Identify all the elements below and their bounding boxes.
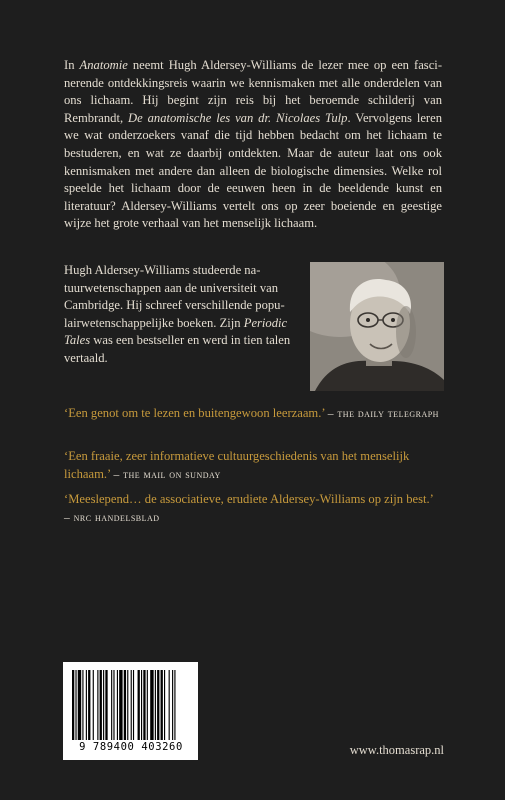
barcode-bar xyxy=(105,670,107,740)
barcode-bar xyxy=(75,670,76,740)
isbn-number: 9 789400 403260 xyxy=(79,741,183,753)
quote-source: – the mail on sunday xyxy=(113,468,221,481)
barcode-bar xyxy=(169,670,170,740)
book-description xyxy=(64,57,442,233)
barcode-bar xyxy=(150,670,153,740)
barcode-bar xyxy=(78,670,81,740)
barcode-bar xyxy=(127,670,128,740)
barcode-bar xyxy=(103,670,104,740)
barcode-bar xyxy=(161,670,163,740)
quote-text: ‘Een genot om te lezen en buitengewoon leerzaam.’ xyxy=(64,406,325,420)
barcode-bar xyxy=(72,670,74,740)
barcode-bar xyxy=(113,670,114,740)
barcode-bar xyxy=(93,670,94,740)
barcode-bar xyxy=(147,670,148,740)
description-text: In xyxy=(64,58,80,72)
barcode-bar xyxy=(124,670,126,740)
barcode-bar xyxy=(174,670,175,740)
quote-source: – the daily telegraph xyxy=(327,408,439,420)
barcode-bar xyxy=(133,670,134,740)
barcode-bar xyxy=(88,670,90,740)
bio-text: Hugh Aldersey-Williams studeerde natuurwetenschappen aan de universiteit van Cambridge. Hij schreef verschillende populairwetenschappelijke boeken. Zijn xyxy=(64,263,285,330)
barcode-bar xyxy=(172,670,173,740)
quote-source: – nrc handelsblad xyxy=(64,511,160,524)
quote-text: ‘Een fraaie, zeer informatieve cultuurgeschiedenis van het menselijk lichaam.’ xyxy=(64,449,410,481)
barcode-bar xyxy=(164,670,165,740)
barcode-bar xyxy=(82,670,83,740)
barcode-bar xyxy=(97,670,98,740)
barcode-bar xyxy=(86,670,87,740)
barcode-bar xyxy=(117,670,118,740)
description-text: . Vervolgens leren we wat onderzoekers vanaf die tijd hebben bedacht om het lichaam te bestuderen, en wat ze daarbij ontdekten. Maar de auteur laat ons ook kennismaken met andere dan alleen de biologische dimensies. Welke rol speelde het lichaam door de eeuwen heen in de beeldende kunst en literatuur? Aldersey-Williams vertelt ons op zeer boeiende en geestige wijze het grote verhaal van het menselijk lichaam. xyxy=(64,110,443,231)
bio-text: was een bestseller en werd in tien talen vertaald. xyxy=(64,333,291,365)
author-photo xyxy=(310,262,444,391)
quote-text: ‘Meeslepend… de associatieve, erudiete Aldersey-Williams op zijn best.’ xyxy=(64,492,434,506)
barcode-bar xyxy=(100,670,102,740)
author-bio xyxy=(64,262,292,368)
previous-book-title: Periodic Tales xyxy=(64,315,288,348)
barcode-bar xyxy=(157,670,159,740)
barcode-bar xyxy=(143,670,145,740)
barcode-bar xyxy=(111,670,112,740)
barcode-bar xyxy=(141,670,142,740)
review-quote-2 xyxy=(64,448,444,484)
publisher-url: www.thomasrap.nl xyxy=(349,743,444,757)
description-text: neemt Hugh Aldersey-Williams de lezer mee op een fascinerende ontdekkingsreis waarin we kennismaken met alle onderdelen van ons lichaam. Hij begint zijn reis bij het beroemde schilderij van Rembrandt, xyxy=(64,58,443,125)
barcode-bar xyxy=(155,670,156,740)
review-quote-3 xyxy=(64,491,444,527)
review-quote-1 xyxy=(64,405,444,424)
barcode-bar xyxy=(138,670,140,740)
barcode-bar xyxy=(131,670,132,740)
book-title: Anatomie xyxy=(79,58,128,72)
painting-title: De anatomische les van dr. Nicolaes Tulp xyxy=(128,110,348,125)
barcode-bar xyxy=(119,670,122,740)
